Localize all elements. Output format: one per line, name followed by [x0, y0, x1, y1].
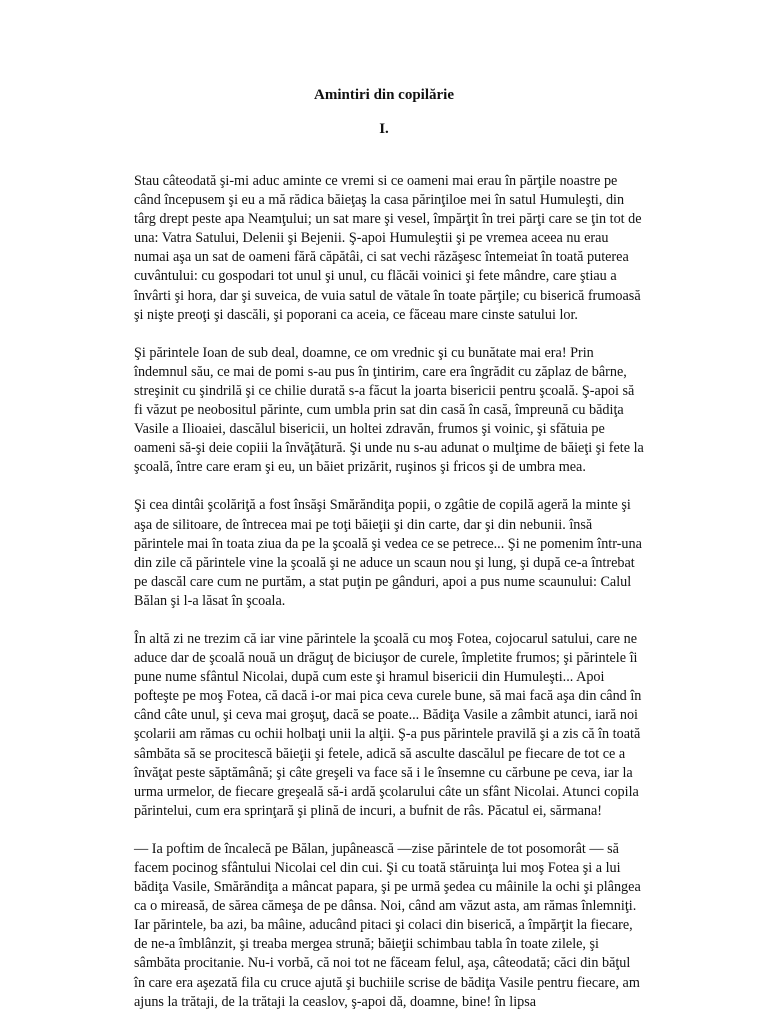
paragraph: Şi părintele Ioan de sub deal, doamne, ce om vrednic şi cu bunătate mai era! Prin îndemnul său, ce mai de pomi s-au pus în ţintirim, care era îngrădit cu zăplaz de bârne, streşinit cu şindrilă şi ce chilie durată s-a făcut la joarta bisericii pentru şcoală. Ş-apoi să fi văzut pe neobositul părinte, cum umbla prin sat din casă în casă, împreună cu bădiţa Vasile a Ilioaiei, dascălul bisericii, un holtei zdravăn, frumos şi voinic, şi sfătuia pe oameni să-şi deie copiii la învăţătură. Şi unde nu s-au adunat o mulţime de băieţi şi fete la şcoală, între care eram şi eu, un băiet prizărit, ruşinos şi fricos şi de umbra mea. [134, 344, 644, 476]
document-title [0, 86, 768, 104]
paragraph: Stau câteodată şi-mi aduc aminte ce vremi si ce oameni mai erau în părţile noastre pe când începusem şi eu a mă rădica băieţaş la casa părinţiloe mei în satul Humuleşti, din târg drept peste apa Neamţului; un sat mare şi vesel, împărţit în trei părţi care se ţin tot de una: Vatra Satului, Delenii şi Bejenii. Ş-apoi Humuleştii şi pe vremea aceea nu erau numai aşa un sat de oameni fără căpătâi, ci sat vechi răzăşesc întemeiat în toată puterea cuvântului: cu gospodari tot unul şi unul, cu flăcăi voinici şi fete mândre, care ştiau a învârti şi hora, dar şi suveica, de vuia satul de vătale în toate părţile; cu biserică frumoasă şi nişte preoţi şi dascăli, şi poporani ca aceia, ce făceau mare cinste satului lor. [134, 173, 642, 323]
chapter-heading: I. [379, 121, 389, 137]
paragraph: În altă zi ne trezim că iar vine părintele la şcoală cu moş Fotea, cojocarul satului, care ne aduce dar de şcoală nouă un drăguţ de biciuşor de curele, împletite frumos; şi părintele îi pune nume sfântul Nicolai, după cum este şi hramul bisericii din Humuleşti... Apoi pofteşte pe moş Fotea, că dacă i-or mai pica ceva curele bune, să mai facă aşa din când în când câte unul, şi ceva mai groşuţ, dacă se poate... Bădiţa Vasile a zâmbit atunci, iară noi şcolarii am rămas cu ochii holbaţi unii la alţii. Ş-a pus părintele pravilă şi a zis că în toată sâmbăta să se procitescă băieţii şi fetele, adică să asculte dascălul pe fiecare de tot ce a învăţat peste săptămână; şi câte greşeli va face să i le însemne cu cărbune pe ceva, iar la urma urmelor, de fiecare greşeală să-i ardă şcolarului câte un sfânt Nicolai. Atunci copila părintelui, cum era sprinţară şi plină de incuri, a bufnit de râs. Păcatul ei, sărmana! [134, 630, 642, 819]
title-text: Amintiri din copilărie [314, 87, 454, 103]
paragraph: — Ia poftim de încalecă pe Bălan, jupânească —zise părintele de tot posomorât — să facem pocinog sfântului Nicolai cel din cui. Şi cu toată stăruinţa lui moş Fotea şi a lui bădiţa Vasile, Smărăndiţa a mâncat papara, şi pe urmă şedea cu mâinile la ochi şi plângea ca o mireasă, de sărea cămeşa de pe dânsa. Noi, când am văzut asta, am rămas înlemniţi. Iar părintele, ba azi, ba mâine, aducând pitaci şi colaci din biserică, a împărţit la fiecare, de ne-a îmblânzit, şi treaba mergea strună; băieţii schimbau tabla în toate zilele, şi sâmbăta procitanie. Nu-i vorbă, că noi tot ne făceam felul, aşa, câteodată; căci din băţul în care era aşezată fila cu cruce ajută şi buchiile scrise de bădiţa Vasile pentru fiecare, am ajuns la trătaji, de la trătaji la ceaslov, ş-apoi dă, doamne, bine! în lipsa [134, 840, 641, 1010]
paragraph: Şi cea dintâi şcolăriţă a fost însăşi Smărăndiţa popii, o zgâtie de copilă ageră la minte şi aşa de silitoare, de întrecea mai pe toţi băieţii şi din carte, dar şi din nebunii. însă părintele mai în toata ziua da pe la şcoală şi vedea ce se petrece... Şi ne pomenim într-una din zile că părintele vine la şcoală şi ne aduce un scaun nou şi lung, şi după ce-a întrebat pe dascăl care cum ne purtăm, a stat puţin pe gânduri, apoi a pus nume scaunului: Calul Bălan şi l-a lăsat în şcoala. [134, 497, 642, 609]
body-text [134, 172, 644, 1031]
